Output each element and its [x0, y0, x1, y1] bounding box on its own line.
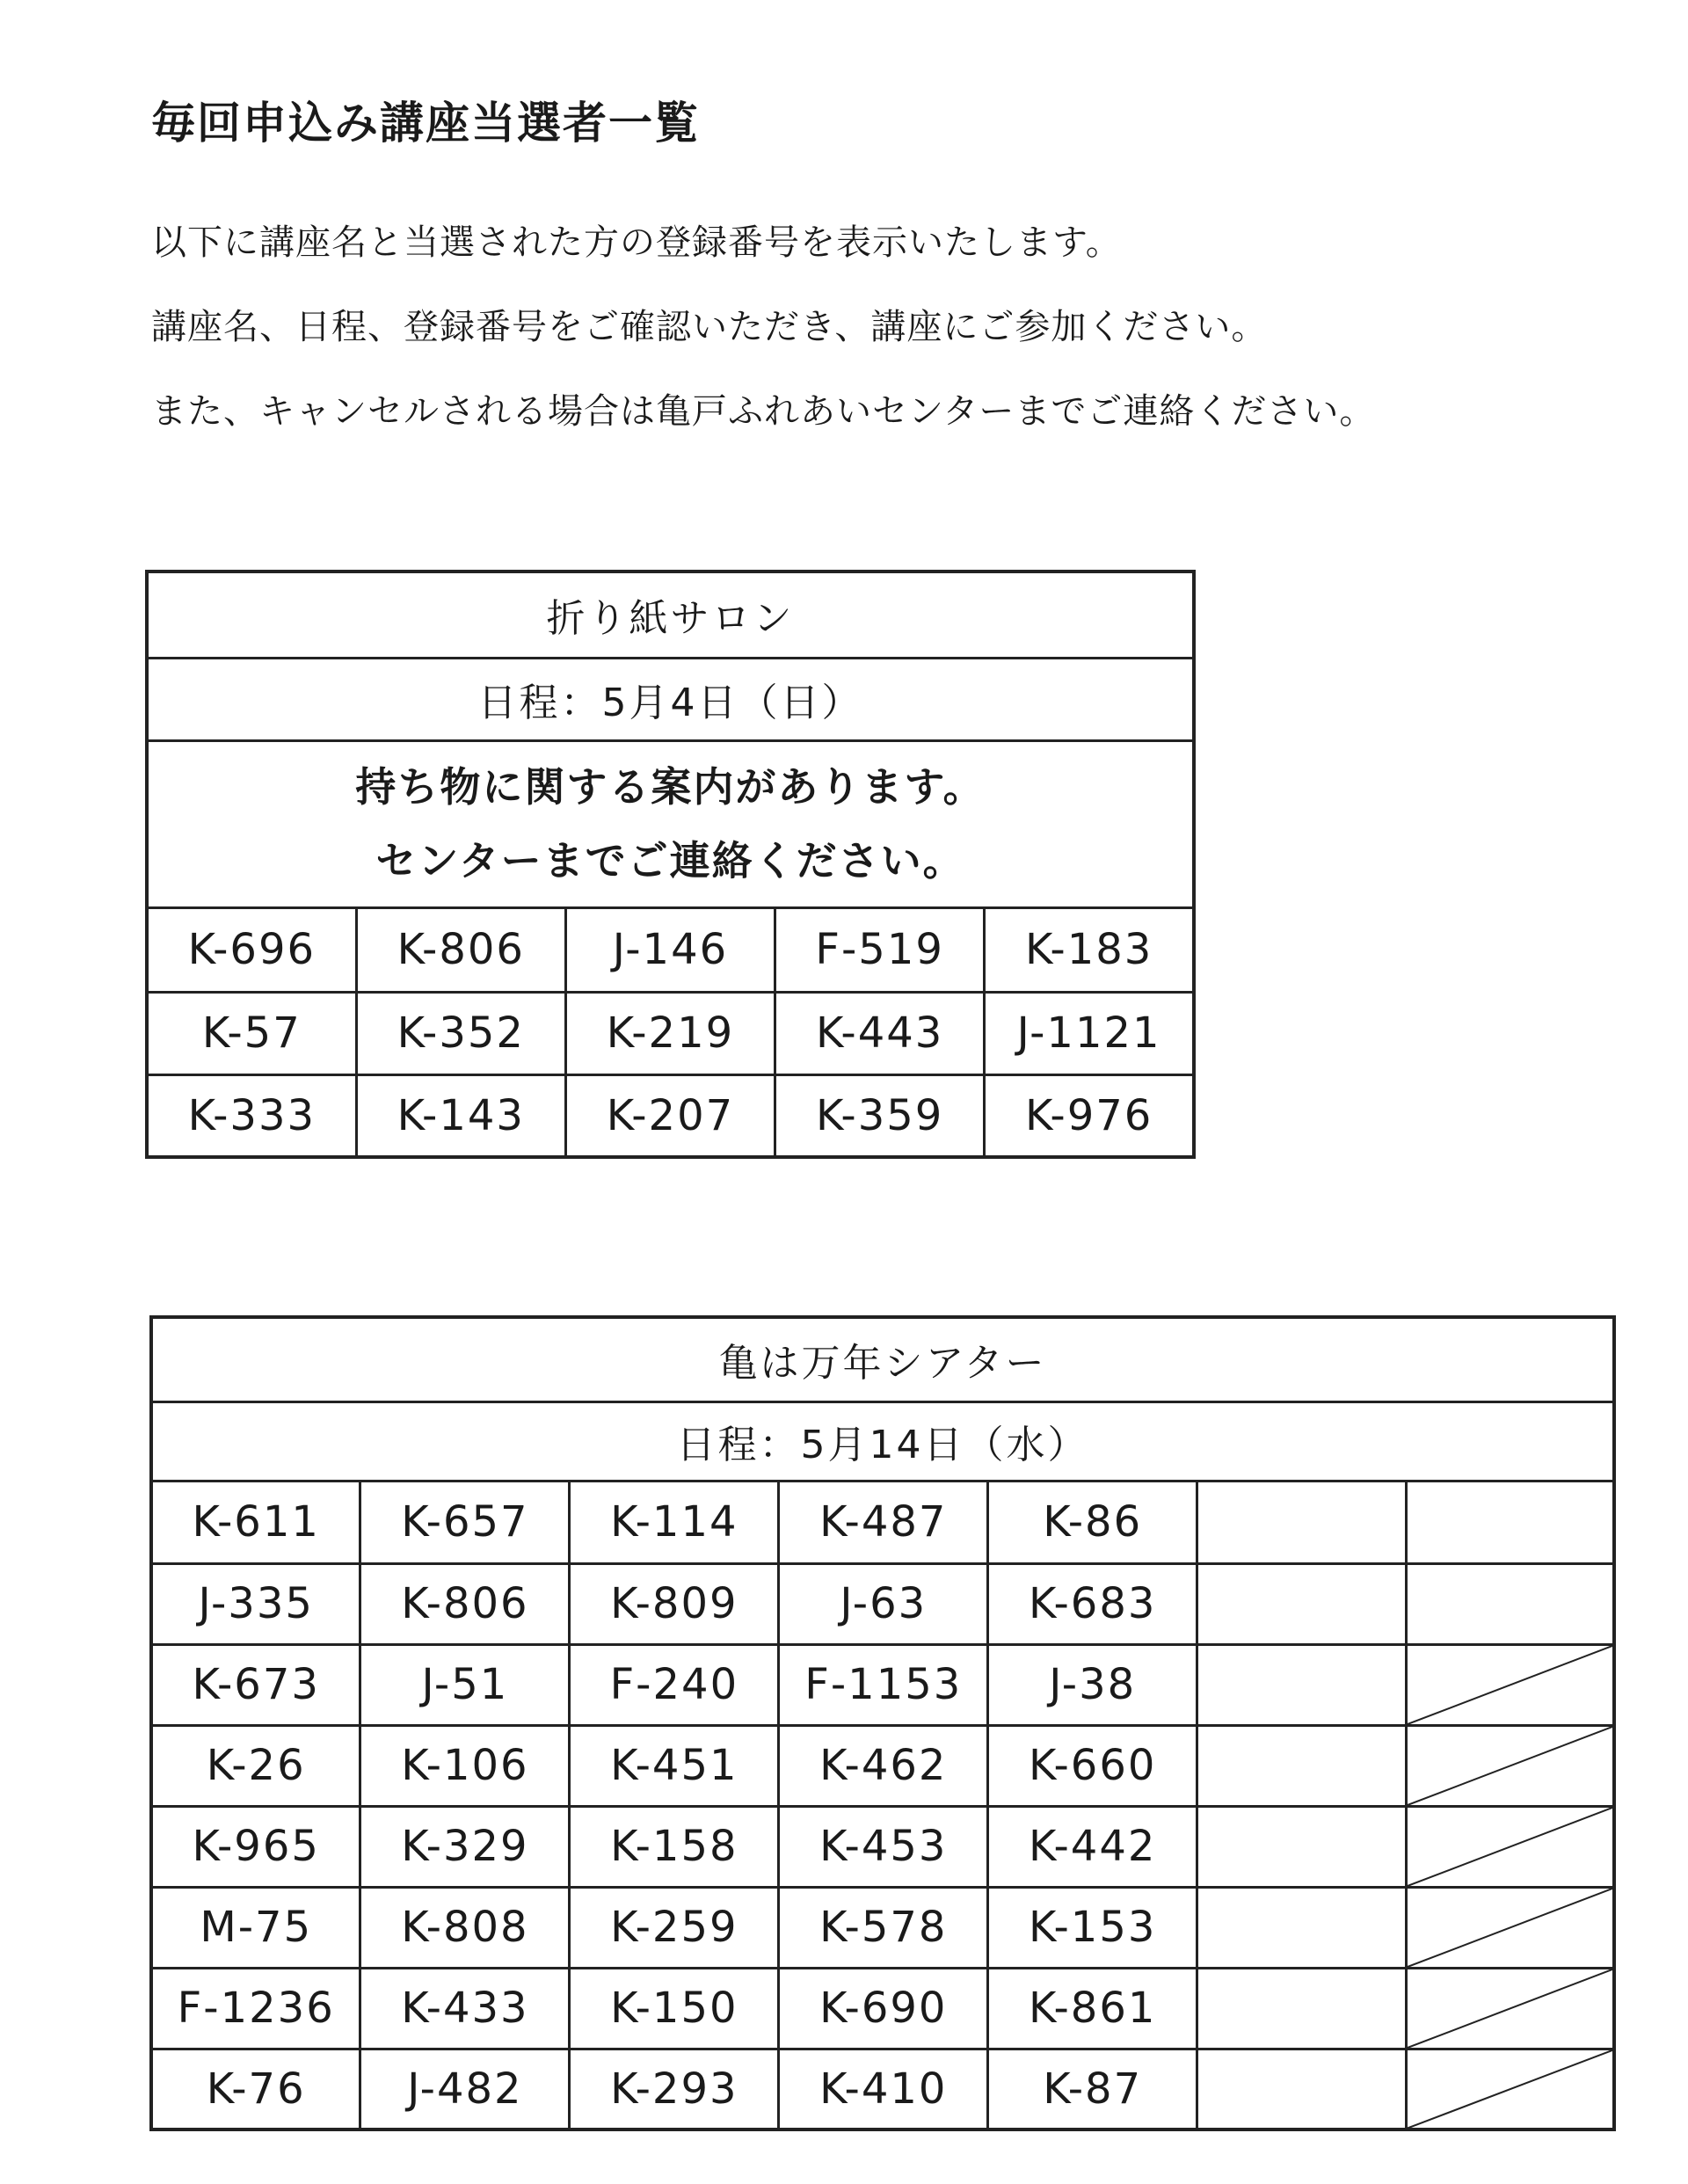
registration-number: K-487 [779, 1481, 988, 1563]
intro-text [151, 200, 1375, 454]
registration-number: K-806 [360, 1563, 570, 1644]
table-row [147, 907, 1194, 992]
registration-number: K-76 [151, 2049, 360, 2129]
registration-number: K-578 [779, 1887, 988, 1968]
registration-number: K-965 [151, 1806, 360, 1887]
diagonal-slash [1408, 1969, 1612, 2048]
course-schedule: 日程：5月4日（日） [147, 658, 1194, 740]
registration-number: K-114 [570, 1481, 779, 1563]
registration-number: K-219 [565, 992, 775, 1074]
empty-cell [1197, 1725, 1407, 1806]
registration-number: M-75 [151, 1887, 360, 1968]
registration-number: J-51 [360, 1644, 570, 1725]
course-table-theater [149, 1315, 1616, 2131]
table-row [151, 1968, 1614, 2049]
table-row [151, 1481, 1614, 1563]
registration-number: J-38 [988, 1644, 1197, 1725]
registration-number: K-696 [147, 907, 356, 992]
registration-number: K-153 [988, 1887, 1197, 1968]
registration-number: K-333 [147, 1074, 356, 1157]
empty-cell [1407, 1481, 1614, 1563]
registration-number: F-240 [570, 1644, 779, 1725]
course-name: 折り紙サロン [147, 571, 1194, 658]
registration-number: K-106 [360, 1725, 570, 1806]
course-schedule: 日程：5月14日（水） [151, 1401, 1614, 1481]
notice-line: センターまでご連絡ください。 [375, 837, 965, 885]
diagonal-slash [1408, 1646, 1612, 1724]
crossed-out-cell [1407, 1968, 1614, 2049]
empty-cell [1407, 1563, 1614, 1644]
crossed-out-cell [1407, 2049, 1614, 2129]
registration-number: K-453 [779, 1806, 988, 1887]
table-row [147, 992, 1194, 1074]
table-row [151, 1644, 1614, 1725]
page-title: 毎回申込み講座当選者一覧 [151, 98, 700, 149]
registration-number: K-87 [988, 2049, 1197, 2129]
intro-line: 講座名、日程、登録番号をご確認いただき、講座にご参加ください。 [151, 307, 1268, 347]
registration-number: F-1153 [779, 1644, 988, 1725]
course-notice [147, 740, 1194, 907]
registration-number: K-462 [779, 1725, 988, 1806]
registration-number: K-809 [570, 1563, 779, 1644]
registration-number: K-611 [151, 1481, 360, 1563]
crossed-out-cell [1407, 1806, 1614, 1887]
registration-number: J-1121 [985, 992, 1194, 1074]
registration-number: K-806 [356, 907, 565, 992]
crossed-out-cell [1407, 1887, 1614, 1968]
empty-cell [1197, 1481, 1407, 1563]
table-row [151, 1806, 1614, 1887]
registration-number: K-673 [151, 1644, 360, 1725]
registration-number: K-86 [988, 1481, 1197, 1563]
registration-number: K-451 [570, 1725, 779, 1806]
registration-number: K-158 [570, 1806, 779, 1887]
registration-number: K-352 [356, 992, 565, 1074]
registration-number: K-976 [985, 1074, 1194, 1157]
table-row [151, 1887, 1614, 1968]
registration-number: K-443 [775, 992, 985, 1074]
table-row [151, 1563, 1614, 1644]
table-row [151, 1725, 1614, 1806]
registration-number: K-150 [570, 1968, 779, 2049]
registration-number: K-359 [775, 1074, 985, 1157]
empty-cell [1197, 1563, 1407, 1644]
registration-number: K-329 [360, 1806, 570, 1887]
crossed-out-cell [1407, 1725, 1614, 1806]
registration-number: K-861 [988, 1968, 1197, 2049]
registration-number: K-442 [988, 1806, 1197, 1887]
registration-number: F-1236 [151, 1968, 360, 2049]
registration-number: K-57 [147, 992, 356, 1074]
intro-line: 以下に講座名と当選された方の登録番号を表示いたします。 [151, 222, 1122, 263]
diagonal-slash [1408, 1889, 1612, 1967]
registration-number: K-293 [570, 2049, 779, 2129]
registration-number: K-183 [985, 907, 1194, 992]
diagonal-slash [1408, 2050, 1612, 2129]
registration-number: K-433 [360, 1968, 570, 2049]
registration-number: F-519 [775, 907, 985, 992]
table-row [151, 2049, 1614, 2129]
registration-number: J-63 [779, 1563, 988, 1644]
empty-cell [1197, 1806, 1407, 1887]
registration-number: K-207 [565, 1074, 775, 1157]
intro-line: また、キャンセルされる場合は亀戸ふれあいセンターまでご連絡ください。 [151, 391, 1376, 432]
registration-number: K-690 [779, 1968, 988, 2049]
registration-number: K-410 [779, 2049, 988, 2129]
empty-cell [1197, 1968, 1407, 2049]
registration-number: K-683 [988, 1563, 1197, 1644]
crossed-out-cell [1407, 1644, 1614, 1725]
registration-number: K-26 [151, 1725, 360, 1806]
diagonal-slash [1408, 1808, 1612, 1886]
registration-number: J-146 [565, 907, 775, 992]
registration-number: J-482 [360, 2049, 570, 2129]
empty-cell [1197, 1644, 1407, 1725]
notice-line: 持ち物に関する案内があります。 [355, 763, 986, 811]
course-table-origami [145, 570, 1196, 1159]
registration-number: J-335 [151, 1563, 360, 1644]
registration-number: K-808 [360, 1887, 570, 1968]
registration-number: K-660 [988, 1725, 1197, 1806]
table-row [147, 1074, 1194, 1157]
registration-number: K-657 [360, 1481, 570, 1563]
diagonal-slash [1408, 1727, 1612, 1805]
empty-cell [1197, 1887, 1407, 1968]
course-name: 亀は万年シアター [151, 1317, 1614, 1401]
registration-number: K-143 [356, 1074, 565, 1157]
empty-cell [1197, 2049, 1407, 2129]
registration-number: K-259 [570, 1887, 779, 1968]
